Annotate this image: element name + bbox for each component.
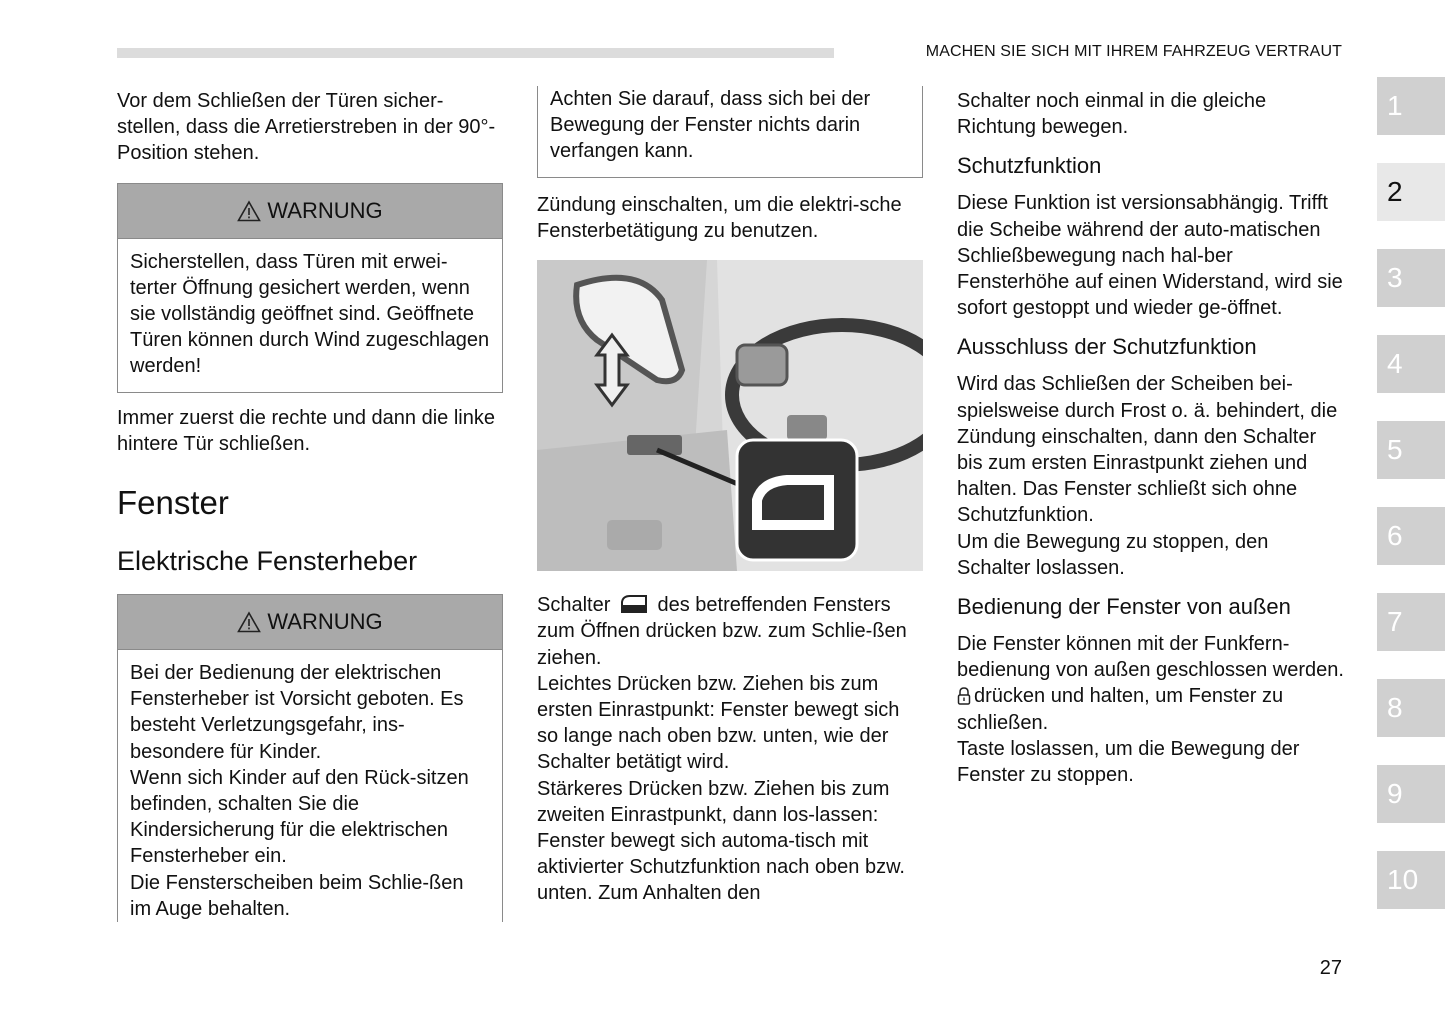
chapter-title: MACHEN SIE SICH MIT IHREM FAHRZEUG VERTRAUT <box>925 43 1342 60</box>
warning-box-windows <box>117 594 503 922</box>
page-number: 27 <box>1319 957 1342 979</box>
stop-text: Um die Bewegung zu stoppen, den Schalter loslassen. <box>957 530 1269 579</box>
ignition-text: Zündung einschalten, um die elektri-sche Fensterbetätigung zu benutzen. <box>537 193 902 242</box>
warning-continuation-text: Achten Sie darauf, dass sich bei der Bewegung der Fenster nichts darin verfangen kann. <box>550 88 871 163</box>
switch-text-post: des betreffenden Fensters zum Öffnen drücken bzw. zum Schlie-ßen ziehen. <box>537 594 907 669</box>
column-1 <box>117 88 503 922</box>
warning-label: WARNUNG <box>267 608 383 634</box>
chapter-tab-6[interactable]: 6 <box>1377 507 1445 565</box>
warning-body <box>118 239 502 392</box>
light-press-text: Leichtes Drücken bzw. Ziehen bis zum ersten Einrastpunkt: Fenster bewegt sich so lange nach oben bzw. unten, wie der Schalter betätigt wird. <box>537 672 900 774</box>
warning-text-1: Bei der Bedienung der elektrischen Fensterheber ist Vorsicht geboten. Es besteht Verletzungsgefahr, ins-besondere für Kinder. <box>130 662 464 763</box>
column-3 <box>957 88 1345 788</box>
warning-header <box>118 595 502 650</box>
window-switch-icon <box>619 593 649 615</box>
release-text: Taste loslassen, um die Bewegung der Fenster zu stoppen. <box>957 737 1300 787</box>
warning-box-doors <box>117 183 503 393</box>
doors-intro-text: Vor dem Schließen der Türen sicher-stellen, dass die Arretierstreben in der 90°-Position stehen. <box>117 90 496 165</box>
lock-icon <box>957 686 971 706</box>
header-rule <box>117 48 834 58</box>
warning-header <box>118 184 502 239</box>
chapter-tab-5[interactable]: 5 <box>1377 421 1445 479</box>
strong-press-text: Stärkeres Drücken bzw. Ziehen bis zum zweiten Einrastpunkt, dann los-lassen: Fenster bewegt sich automa-tisch mit aktivierter Schutzfunktion nach oben bzw. unten. Zum Anhalten den <box>537 777 905 905</box>
warning-body <box>118 650 502 922</box>
warning-continuation <box>537 86 923 178</box>
heading-outside: Bedienung der Fenster von außen <box>957 594 1291 620</box>
warning-triangle-icon <box>237 200 261 222</box>
heading-exclusion: Ausschluss der Schutzfunktion <box>957 334 1257 360</box>
subsection-heading: Elektrische Fensterheber <box>117 546 418 577</box>
chapter-tab-4[interactable]: 4 <box>1377 335 1445 393</box>
outside-text: Die Fenster können mit der Funkfern-bedienung von außen geschlossen werden. <box>957 633 1344 682</box>
chapter-tab-9[interactable]: 9 <box>1377 765 1445 823</box>
switch-text-pre: Schalter <box>537 594 611 617</box>
warning-text-2: Wenn sich Kinder auf den Rück-sitzen befinden, schalten Sie die Kindersicherung für die elektrischen Fensterheber ein. <box>130 766 469 868</box>
warning-triangle-icon <box>237 611 261 633</box>
continued-text: Schalter noch einmal in die gleiche Richtung bewegen. <box>957 90 1267 139</box>
warning-label: WARNUNG <box>267 197 383 223</box>
protection-text: Diese Funktion ist versionsabhängig. Trifft die Scheibe während der auto-matischen Schließbewegung nach hal-ber Fensterhöhe auf einen Widerstand, wird sie sofort gestoppt und wieder ge-öffnet. <box>957 192 1343 320</box>
chapter-tab-7[interactable]: 7 <box>1377 593 1445 651</box>
warning-text-3: Die Fensterscheiben beim Schlie-ßen im Auge behalten. <box>130 871 464 920</box>
section-heading: Fenster <box>117 484 229 522</box>
heading-protection: Schutzfunktion <box>957 153 1102 179</box>
window-switch-illustration <box>537 260 923 571</box>
chapter-tab-2[interactable]: 2 <box>1377 163 1445 221</box>
switch-instructions <box>537 592 923 671</box>
lock-text: drücken und halten, um Fenster zu schließen. <box>957 685 1284 734</box>
chapter-tab-8[interactable]: 8 <box>1377 679 1445 737</box>
column-2 <box>537 88 923 907</box>
lock-instructions <box>957 683 1345 735</box>
chapter-tab-3[interactable]: 3 <box>1377 249 1445 307</box>
rear-doors-text: Immer zuerst die rechte und dann die linke hintere Tür schließen. <box>117 406 495 455</box>
chapter-tab-10[interactable]: 10 <box>1377 851 1445 909</box>
chapter-tab-1[interactable]: 1 <box>1377 77 1445 135</box>
warning-text: Sicherstellen, dass Türen mit erwei-terter Öffnung gesichert werden, wenn sie vollständig geöffnet sind. Geöffnete Türen können durch Wind zugeschlagen werden! <box>130 250 490 378</box>
exclusion-text: Wird das Schließen der Scheiben bei-spielsweise durch Frost o. ä. behindert, die Zündung einschalten, dann den Schalter bis zum ersten Einrastpunkt ziehen und halten. Das Fenster schließt sich ohne Schutzfunktion. <box>957 373 1338 527</box>
